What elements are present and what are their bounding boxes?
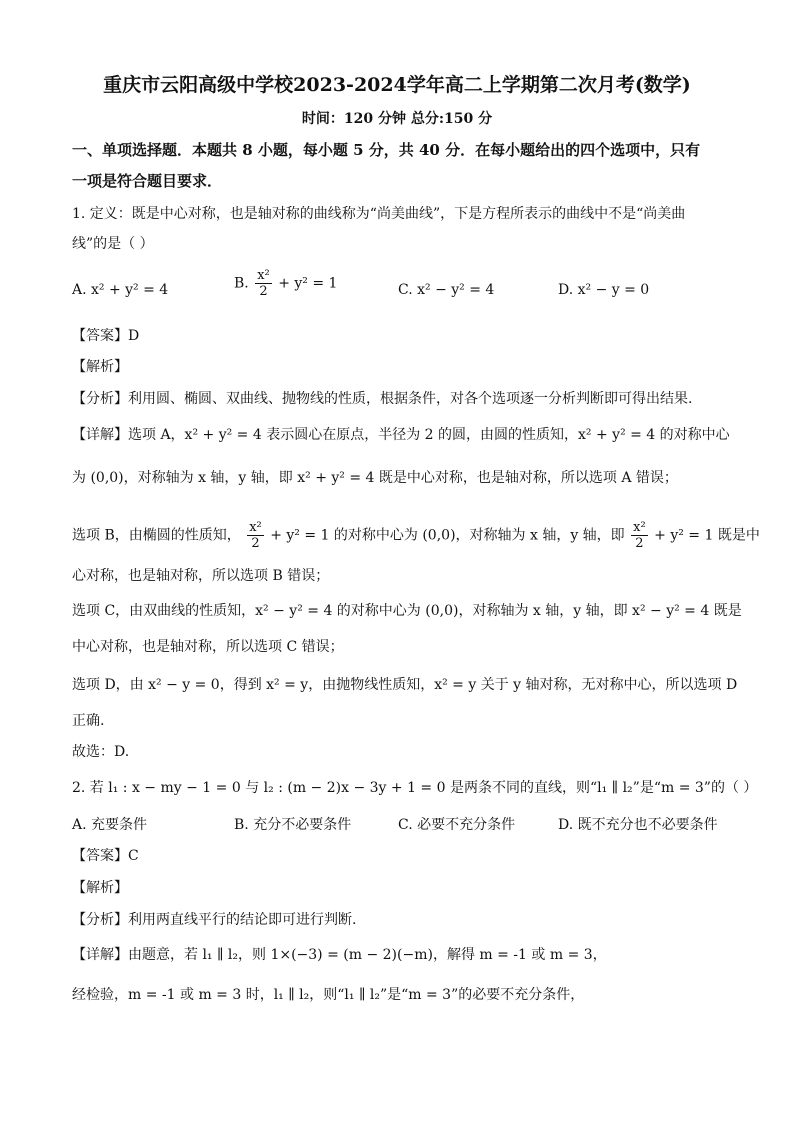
fraction-denominator: 2 <box>259 284 268 299</box>
q1-option-b-fraction <box>255 268 272 299</box>
q1-stem-line1: 1. 定义：既是中心对称，也是轴对称的曲线称为“尚美曲线”，下是方程所表示的曲线中不是“尚美曲 <box>72 206 686 222</box>
q1-fenxi: 【分析】利用圆、椭圆、双曲线、抛物线的性质，根据条件，对各个选项逐一分析判断即可得出结果. <box>72 391 693 407</box>
section-heading-line1: 一、单项选择题．本题共 8 小题，每小题 5 分，共 40 分．在每小题给出的四个选项中，只有 <box>72 141 701 159</box>
q2-answer: 【答案】C <box>72 848 139 864</box>
q1-choose: 故选：D. <box>72 744 130 760</box>
q2-option-d: D. 既不充分也不必要条件 <box>558 817 718 833</box>
q1-option-a: A. x² + y² = 4 <box>72 282 169 298</box>
q1-analysis-heading: 【解析】 <box>72 359 128 375</box>
q1-option-b <box>234 268 337 299</box>
fraction-denominator: 2 <box>635 536 644 551</box>
q1-detail-line8: 正确. <box>72 713 105 729</box>
q1-detail-line1: 【详解】选项 A，x² + y² = 4 表示圆心在原点，半径为 2 的圆，由圆的性质知，x² + y² = 4 的对称中心 <box>72 427 730 443</box>
q1-option-d: D. x² − y = 0 <box>558 282 650 298</box>
fraction-numerator: x² <box>257 268 270 283</box>
ellipse-fraction-1 <box>247 520 264 551</box>
q1-option-b-label: B. <box>234 275 249 292</box>
q1-detail-line3-part3: + y² = 1 既是中 <box>654 527 760 544</box>
q1-detail-line2: 为 (0,0)，对称轴为 x 轴，y 轴，即 x² + y² = 4 既是中心对称，也是轴对称，所以选项 A 错误； <box>72 470 678 486</box>
section-heading-line2: 一项是符合题目要求． <box>72 172 223 190</box>
q1-detail-line3-part2: + y² = 1 的对称中心为 (0,0)，对称轴为 x 轴，y 轴，即 <box>270 527 625 544</box>
page-title: 重庆市云阳高级中学校2023-2024学年高二上学期第二次月考(数学) <box>103 74 691 96</box>
q1-detail-line5: 选项 C，由双曲线的性质知，x² − y² = 4 的对称中心为 (0,0)，对称轴为 x 轴，y 轴，即 x² − y² = 4 既是 <box>72 603 742 619</box>
q1-detail-line6: 中心对称，也是轴对称，所以选项 C 错误； <box>72 639 344 655</box>
q2-detail-line1: 【详解】由题意，若 l₁ ∥ l₂，则 1×(−3) = (m − 2)(−m)，解得 m = -1 或 m = 3， <box>72 947 607 963</box>
fraction-denominator: 2 <box>251 536 260 551</box>
q1-detail-line3 <box>72 520 760 551</box>
q2-detail-line2: 经检验，m = -1 或 m = 3 时，l₁ ∥ l₂，则“l₁ ∥ l₂”是“m = 3”的必要不充分条件， <box>72 987 585 1003</box>
q2-option-c: C. 必要不充分条件 <box>398 817 516 833</box>
fraction-numerator: x² <box>633 520 646 535</box>
ellipse-fraction-2 <box>631 520 648 551</box>
q1-detail-line7: 选项 D，由 x² − y = 0，得到 x² = y，由抛物线性质知，x² = y 关于 y 轴对称，无对称中心，所以选项 D <box>72 677 738 693</box>
q1-answer: 【答案】D <box>72 328 140 344</box>
exam-info: 时间：120 分钟 总分:150 分 <box>301 111 493 127</box>
fraction-numerator: x² <box>249 520 262 535</box>
q2-option-b: B. 充分不必要条件 <box>234 817 352 833</box>
q2-analysis-heading: 【解析】 <box>72 880 128 896</box>
q2-option-a: A. 充要条件 <box>72 817 148 833</box>
q2-fenxi: 【分析】利用两直线平行的结论即可进行判断. <box>72 912 357 928</box>
q1-detail-line4: 心对称，也是轴对称，所以选项 B 错误； <box>72 568 330 584</box>
q1-detail-line3-part1: 选项 B，由椭圆的性质知， <box>72 527 241 544</box>
q2-stem: 2. 若 l₁ : x − my − 1 = 0 与 l₂ : (m − 2)x − 3y + 1 = 0 是两条不同的直线，则“l₁ ∥ l₂”是“m = 3”的（ ） <box>72 780 758 796</box>
q1-stem-line2: 线”的是（ ） <box>72 236 154 252</box>
q1-option-b-rest: + y² = 1 <box>278 275 338 292</box>
q1-option-c: C. x² − y² = 4 <box>398 282 495 298</box>
